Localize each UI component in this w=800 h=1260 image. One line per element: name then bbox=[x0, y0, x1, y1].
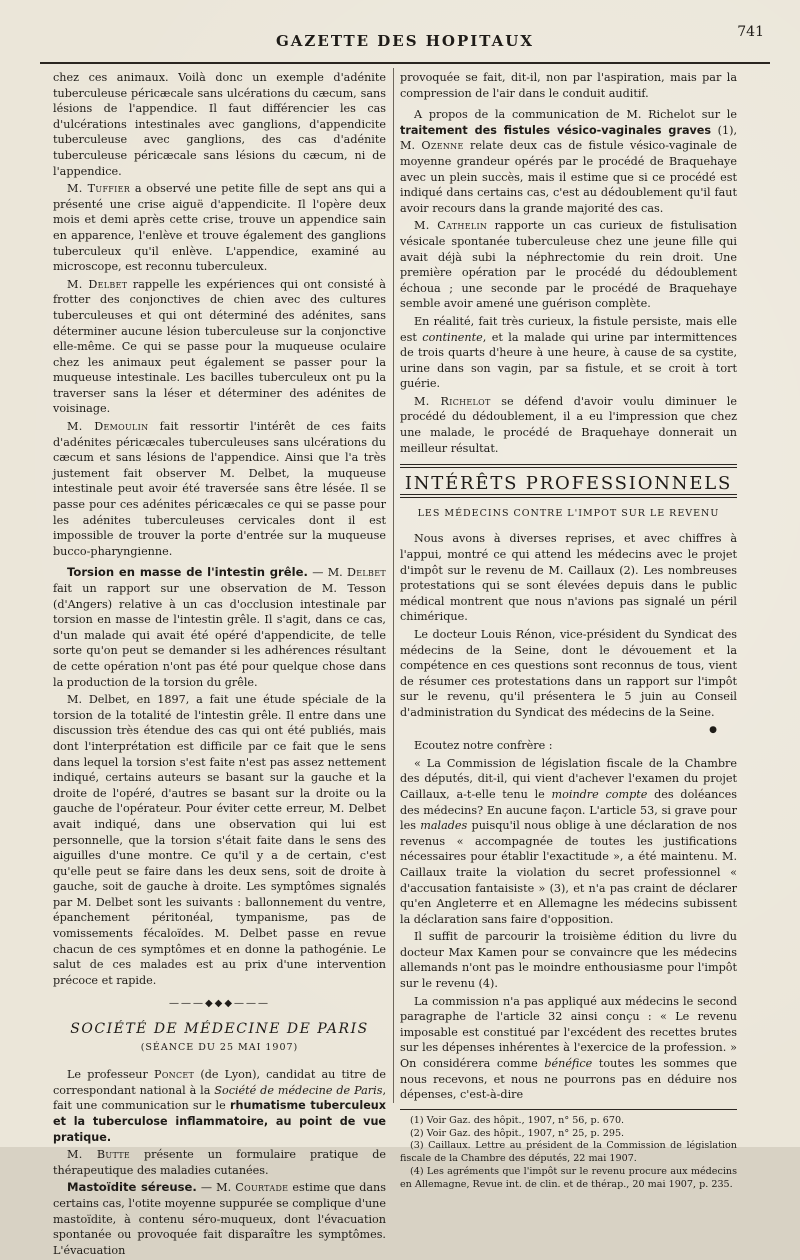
column-divider bbox=[393, 68, 394, 1103]
right-column bbox=[400, 70, 737, 1192]
paragraph: Mastoïdite séreuse. — M. Courtade estime que dans certains cas, l'otite moyenne suppurée se complique d'une mastoïdite, à contenu séro-muqueux, dont l'évacuation spontanée ou provoquée fait disparaître les symptômes. L'évacuation bbox=[53, 1180, 386, 1257]
speaker-name: M. Butte bbox=[67, 1148, 131, 1162]
footnote: (3) Caillaux. Lettre au président de la Commission de législation fiscale de la Chambre des députés, 22 mai 1907. bbox=[400, 1140, 737, 1165]
paragraph: M. Demoulin fait ressortir l'intérêt de ces faits d'adénites péricæcales tuberculeuses sans ulcérations du cæcum et sans lésions de l'appendice. Ainsi que l'a très justement fait observer M. Delbet, la muqueuse intestinale peut avoir été traversée sans être lésée. Il se passe pour ces adénites péricæcales ce qui se passe pour les adénites tuberculeuses cervicales dont il est impossible de trouver la porte d'entrée sur la muqueuse bucco-pharyngienne. bbox=[53, 420, 386, 558]
topic-bold: rhumatisme tuberculeux et la tuberculose inflammatoire, au point de vue pratique. bbox=[53, 1099, 386, 1144]
bullet-dot: ● bbox=[709, 724, 717, 735]
paragraph: La commission n'a pas appliqué aux médecins le second paragraphe de l'article 32 ainsi conçu : « Le revenu imposable est constitué par l'excédent des recettes brutes sur les dépenses inhérentes à l'exercice de la profession. » On considérera comme bénéfice toutes les sommes que nous recevons, et nous ne pourrons pas en déduire nos dépenses, c'est-à-dire bbox=[400, 994, 737, 1102]
paragraph: chez ces animaux. Voilà donc un exemple d'adénite tuberculeuse péricæcale sans ulcérations du cæcum, sans lésions de l'appendice. Il faut différencier les cas d'ulcérations intestinales avec ganglions, d'appendicite tuberculeuse avec ganglions, des cas d'adénite tuberculeuse péricæcale sans lésions du cæcum, ni de l'appendice. bbox=[53, 71, 386, 178]
footnotes bbox=[400, 1109, 737, 1192]
paragraph: M. Butte présente un formulaire pratique de thérapeutique des maladies cutanées. bbox=[53, 1148, 386, 1177]
footnote: (4) Les agréments que l'impôt sur le revenu procure aux médecins en Allemagne, Revue int. de clin. et de thérap., 20 mai 1907, p. 235. bbox=[400, 1166, 737, 1190]
speaker-name: M. Demoulin bbox=[67, 420, 149, 434]
speaker-name: Ozenne bbox=[421, 139, 464, 153]
section-rule bbox=[400, 464, 737, 468]
paragraph: Le professeur Poncet (de Lyon), candidat au titre de correspondant national à la Société de médecine de Paris, fait une communication sur le rhumatisme tuberculeux et la tuberculose inflammatoire, au point de vue pratique. bbox=[53, 1068, 386, 1144]
speaker-name: M. Delbet bbox=[67, 277, 128, 291]
paragraph: Torsion en masse de l'intestin grêle. — M. Delbet fait un rapport sur une observation de M. Tesson (d'Angers) relative à un cas d'occlusion intestinale par torsion en masse de l'intestin grêle. Il s'agit, dans ce cas, d'un malade qui avait été opéré d'appendicite, de telle sorte qu'on peut se demander si les adhérences résultant de cette opération n'ont pas été pour quelque chose dans la production de la torsion du grêle. bbox=[53, 565, 386, 689]
ornament-divider: ———◆◆◆——— bbox=[168, 998, 271, 1010]
article-title: LES MÉDECINS CONTRE L'IMPOT SUR LE REVENU bbox=[417, 507, 720, 519]
society-title: SOCIÉTÉ DE MÉDECINE DE PARIS bbox=[70, 1021, 369, 1038]
paragraph: Le docteur Louis Rénon, vice-président du Syndicat des médecins de la Seine, dont le dévouement et la compétence en ces questions sont reconnus de tous, vient de résumer ces protestations dans un rapport sur l'impôt sur le revenu, qu'il présentera le 5 juin au Conseil d'administration du Syndicat des médecins de la Seine. bbox=[400, 628, 737, 719]
paragraph: M. Tuffier a observé une petite fille de sept ans qui a présenté une crise aiguë d'appendicite. Il l'opère deux mois et demi après cette crise, trouve un appendice sain en apparence, l'enlève et trouve également des ganglions tuberculeux qu'il enlève. L'appendice, examiné au microscope, est reconnu tuberculeux. bbox=[53, 182, 386, 274]
section-heading: Mastoïdite séreuse. bbox=[67, 1180, 197, 1195]
section-heading: Torsion en masse de l'intestin grêle. bbox=[67, 565, 308, 580]
paragraph: Ecoutez notre confrère : bbox=[414, 739, 553, 753]
section-title: INTÉRÊTS PROFESSIONNELS bbox=[404, 473, 733, 495]
footnote: (1) Voir Gaz. des hôpit., 1907, n° 56, p. 670. bbox=[410, 1114, 625, 1126]
journal-title: GAZETTE DES HOPITAUX bbox=[275, 32, 534, 50]
topic-bold: traitement des fistules vésico-vaginales graves bbox=[400, 123, 712, 137]
paragraph: A propos de la communication de M. Richelot sur le traitement des fistules vésico-vaginales graves (1), M. Ozenne relate deux cas de fistule vésico-vaginale de moyenne grandeur opérés par le procédé de Braquehaye avec un plein succès, mais il estime que si ce procédé est indiqué dans certains cas, c'est au dédoublement qu'il faut avoir recours dans la grande majorité des cas. bbox=[400, 108, 737, 215]
speaker-name: Delbet bbox=[347, 566, 386, 580]
speaker-name: M. Tuffier bbox=[67, 182, 131, 196]
page-number: 741 bbox=[737, 24, 764, 40]
footnote: (2) Voir Gaz. des hôpit., 1907, n° 25, p. 295. bbox=[410, 1127, 625, 1139]
section-rule bbox=[400, 494, 737, 498]
speaker-name: M. Cathelin bbox=[414, 219, 488, 233]
paragraph: M. Delbet rappelle les expériences qui ont consisté à frotter des conjonctives de chien avec des cultures tuberculeuses et qui ont déterminé des adénites, sans déterminer aucune lésion tuberculeuse sur la conjonctive elle-même. Ce qui se passe pour la muqueuse oculaire chez les animaux peut également se passer pour la muqueuse intestinale. Les bacilles tuberculeux ont pu la traverser sans la léser et déterminer des adénites de voisinage. bbox=[53, 277, 386, 416]
speaker-name: Courtade bbox=[235, 1181, 289, 1195]
paragraph: provoquée se fait, dit-il, non par l'aspiration, mais par la compression de l'air dans le conduit auditif. bbox=[400, 71, 737, 100]
paragraph: « La Commission de législation fiscale de la Chambre des députés, dit-il, qui vient d'achever l'examen du projet Caillaux, a-t-elle tenu le moindre compte des doléances des médecins? En aucune façon. L'article 53, si grave pour les malades puisqu'il nous oblige à une déclaration de nos revenus « accompagnée de toutes les justifications nécessaires pour établir l'exactitude », a été maintenu. M. Caillaux traite la violation du secret professionnel « d'accusation fantaisiste » (3), et n'a pas craint de déclarer qu'en Angleterre et en Allemagne les médecins subissent la déclaration sans faire d'opposition. bbox=[400, 756, 738, 926]
paragraph: M. Delbet, en 1897, a fait une étude spéciale de la torsion de la totalité de l'intestin grêle. Il entre dans une discussion très étendue des cas qui ont été publiés, mais dont l'interprétation est difficile par ce fait que le sens dans lequel la torsion s'est faite n'est pas assez nettement indiqué, certains auteurs se basant sur la gauche et la droite de l'opéré, d'autres se basant sur la droite ou la gauche de l'opérateur. Pour éviter cette erreur, M. Delbet avait indiqué, dans une observation qui lui est personnelle, que la torsion s'était faite dans le sens des aiguilles d'une montre. Ce qu'il y a de certain, c'est qu'elle peut se faire dans les deux sens, soit de droite à gauche, soit de gauche à droite. Les symptômes signalés par M. Delbet sont les suivants : ballonnement du ventre, épanchement péritonéal, tympanisme, pas de vomissements fécaloïdes. M. Delbet passe en revue chacun de ces symptômes et en donne la pathogénie. Le salut de ces malades est au prix d'une intervention précoce et rapide. bbox=[53, 693, 386, 987]
page-header bbox=[40, 22, 770, 64]
speaker-name: M. Richelot bbox=[414, 394, 491, 408]
session-date: (SÉANCE DU 25 MAI 1907) bbox=[140, 1041, 299, 1053]
paragraph: En réalité, fait très curieux, la fistule persiste, mais elle est continente, et la malade qui urine par intermittences de trois quarts d'heure à une heure, à cause de sa cystite, urine dans son vagin, par sa fistule, et se croit à tort guérie. bbox=[400, 314, 737, 391]
speaker-name: Poncet bbox=[154, 1068, 195, 1082]
paragraph: Nous avons à diverses reprises, et avec chiffres à l'appui, montré ce qui attend les médecins avec le projet d'impôt sur le revenu de M. Caillaux (2). Les nombreuses protestations qui se sont élevées depuis dans le public médical montrent que nous n'avions pas signalé un péril chimérique. bbox=[400, 532, 737, 624]
paragraph: M. Cathelin rapporte un cas curieux de fistulisation vésicale spontanée tuberculeuse chez une jeune fille qui avait déjà subi la néphrectomie du rein droit. Une première opération par le procédé du dédoublement échoua ; une seconde par le procédé de Braquehaye semble avoir amené une guérison complète. bbox=[400, 219, 737, 311]
paragraph: M. Richelot se défend d'avoir voulu diminuer le procédé du dédoublement, il a eu l'impression que chez une malade, le procédé de Braquehaye donnerait un meilleur résultat. bbox=[400, 394, 737, 455]
left-column bbox=[53, 70, 386, 1260]
paragraph: Il suffit de parcourir la troisième édition du livre du docteur Max Kamen pour se convaincre que les médecins allemands n'ont pas le moindre enthousiasme pour l'impôt sur le revenu (4). bbox=[400, 930, 737, 991]
